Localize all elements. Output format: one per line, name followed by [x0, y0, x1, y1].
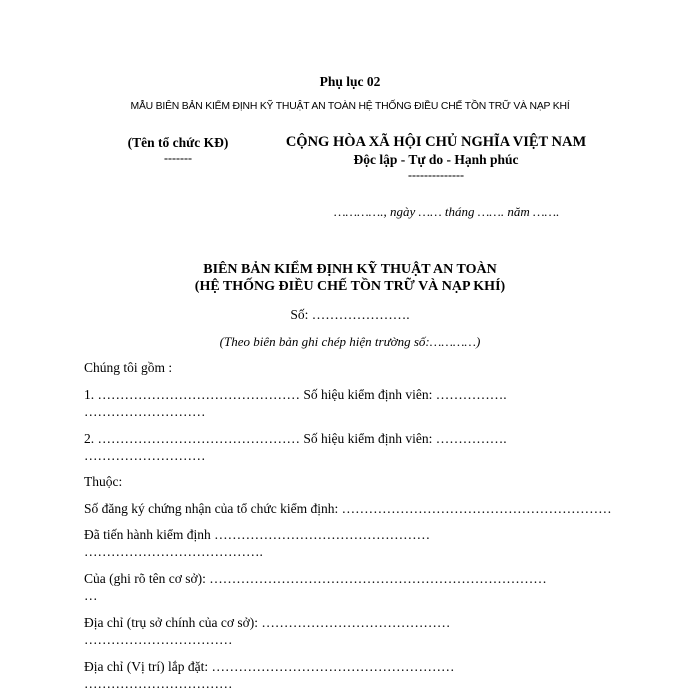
- report-subtitle: (HỆ THỐNG ĐIỀU CHẾ TỒN TRỮ VÀ NẠP KHÍ): [194, 279, 506, 294]
- members-intro: Chúng tôi gồm :: [84, 360, 173, 375]
- field-notes-reference: (Theo biên bản ghi chép hiện trường số:…………): [219, 334, 481, 349]
- facility-address-continuation: ……………………………: [84, 632, 233, 647]
- organization-divider: -------: [164, 151, 192, 165]
- motto-divider: --------------: [408, 168, 464, 182]
- report-number: Số: ………………….: [290, 307, 410, 322]
- inspector-1-line: 1. ……………………………………… Số hiệu kiểm định viên: …………….: [84, 387, 507, 402]
- report-title: BIÊN BẢN KIỂM ĐỊNH KỸ THUẬT AN TOÀN: [203, 262, 497, 277]
- install-location-continuation: ……………………………: [84, 676, 233, 691]
- certificate-registration-line: Số đăng ký chứng nhận của tổ chức kiểm định: ……………………………………………………: [84, 501, 612, 516]
- inspector-2-line: 2. ……………………………………… Số hiệu kiểm định viên: …………….: [84, 431, 507, 446]
- belongs-to-label: Thuộc:: [84, 474, 123, 489]
- inspector-1-continuation: ………………………: [84, 404, 206, 419]
- facility-address-line: Địa chỉ (trụ sở chính của cơ sở): ……………………………………: [84, 615, 451, 630]
- nation-title: CỘNG HÒA XÃ HỘI CHỦ NGHĨA VIỆT NAM: [285, 134, 587, 150]
- facility-name-line: Của (ghi rõ tên cơ sở): …………………………………………………………………: [84, 571, 547, 586]
- nation-motto: Độc lập - Tự do - Hạnh phúc: [353, 152, 519, 167]
- install-location-line: Địa chỉ (Vị trí) lắp đặt: ………………………………………………: [84, 659, 455, 674]
- inspection-carried-out-continuation: ………………………………….: [84, 544, 263, 559]
- inspector-2-continuation: ………………………: [84, 448, 206, 463]
- date-line: …………., ngày …… tháng ……. năm …….: [334, 204, 560, 219]
- organization-name: (Tên tổ chức KĐ): [127, 135, 229, 150]
- form-title: MẪU BIÊN BẢN KIỂM ĐỊNH KỸ THUẬT AN TOÀN HỆ THỐNG ĐIỀU CHẾ TỒN TRỮ VÀ NẠP KHÍ: [130, 101, 570, 112]
- facility-name-continuation: …: [84, 588, 98, 603]
- appendix-title: Phụ lục 02: [319, 74, 381, 89]
- inspection-carried-out-line: Đã tiến hành kiểm định …………………………………………: [84, 527, 431, 542]
